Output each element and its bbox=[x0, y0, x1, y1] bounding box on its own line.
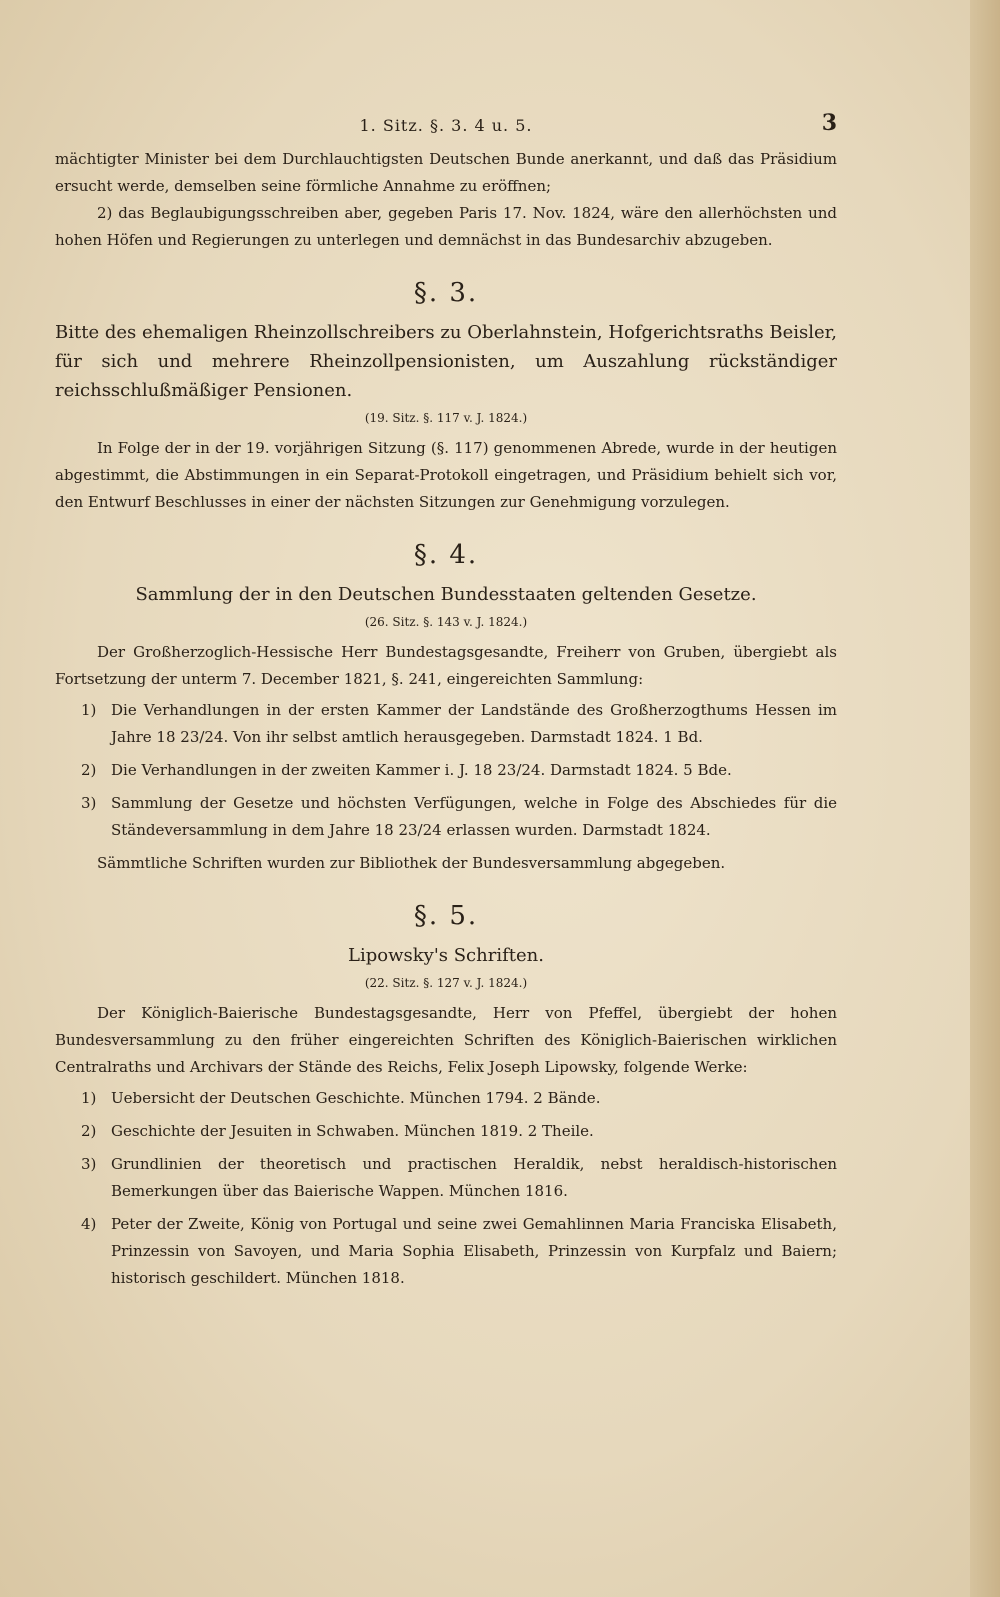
list-item-number: 2) bbox=[81, 1122, 97, 1140]
list-item-number: 1) bbox=[81, 1089, 97, 1107]
page-number: 3 bbox=[821, 110, 837, 136]
section-3-body: In Folge der in der 19. vorjährigen Sitzung (§. 117) genommenen Abrede, wurde in der heutigen abgestimmt, die Abstimmungen in ein Separat-Protokoll eingetragen, und Präsidium behielt sich vor, den Entwurf Beschlusses in einer der nächsten Sitzungen zur Genehmigung vorzulegen. bbox=[55, 439, 837, 511]
list-item-text: Die Verhandlungen in der ersten Kammer der Landstände des Großherzogthums Hessen im Jahre 18 23/24. Von ihr selbst amtlich herausgegeben. Darmstadt 1824. 1 Bd. bbox=[111, 701, 837, 746]
list-item-number: 3) bbox=[81, 794, 97, 812]
section-5-intro: Der Königlich-Baierische Bundestagsgesandte, Herr von Pfeffel, übergiebt der hohen Bundesversammlung zu den früher eingereichten Schriften des Königlich-Baierischen wirklichen Centralraths und Archivars der Stände des Reichs, Felix Joseph Lipowsky, folgende Werke: bbox=[55, 1004, 837, 1076]
list-item bbox=[55, 1151, 837, 1205]
list-item bbox=[55, 790, 837, 844]
list-item-text: Geschichte der Jesuiten in Schwaben. München 1819. 2 Theile. bbox=[111, 1122, 594, 1140]
intro-paragraph: mächtigter Minister bei dem Durchlauchtigsten Deutschen Bunde anerkannt, und daß das Präsidium ersucht werde, demselben seine förmliche Annahme zu eröffnen; bbox=[55, 150, 837, 195]
section-4-subject: Sammlung der in den Deutschen Bundesstaaten geltenden Gesetze. bbox=[135, 584, 757, 605]
section-5-reference: (22. Sitz. §. 127 v. J. 1824.) bbox=[364, 976, 528, 990]
section-5-list bbox=[55, 1085, 837, 1292]
page-gutter bbox=[970, 0, 1000, 1597]
page-content bbox=[55, 112, 837, 1298]
section-4-list bbox=[55, 697, 837, 844]
intro-paragraph-2: 2) das Beglaubigungsschreiben aber, gegeben Paris 17. Nov. 1824, wäre den allerhöchsten und hohen Höfen und Regierungen zu unterlegen und demnächst in das Bundesarchiv abzugeben. bbox=[55, 204, 837, 249]
list-item bbox=[55, 1211, 837, 1292]
list-item bbox=[55, 1118, 837, 1145]
list-item-text: Sammlung der Gesetze und höchsten Verfügungen, welche in Folge des Abschiedes für die Ständeversammlung in dem Jahre 18 23/24 erlassen wurden. Darmstadt 1824. bbox=[111, 794, 837, 839]
list-item-number: 2) bbox=[81, 761, 97, 779]
list-item bbox=[55, 757, 837, 784]
section-4-closing: Sämmtliche Schriften wurden zur Bibliothek der Bundesversammlung abgegeben. bbox=[97, 854, 726, 872]
list-item-text: Grundlinien der theoretisch und practischen Heraldik, nebst heraldisch-historischen Bemerkungen über das Baierische Wappen. München 1816. bbox=[111, 1155, 837, 1200]
section-4-reference: (26. Sitz. §. 143 v. J. 1824.) bbox=[364, 615, 528, 629]
list-item bbox=[55, 697, 837, 751]
section-5-heading: §. 5. bbox=[413, 901, 479, 931]
section-3-subject: Bitte des ehemaligen Rheinzollschreibers zu Oberlahnstein, Hofgerichtsraths Beisler, für sich und mehrere Rheinzollpensionisten, um Auszahlung rückständiger reichsschlußmäßiger Pensionen. bbox=[55, 322, 837, 401]
list-item-number: 4) bbox=[81, 1215, 97, 1233]
section-4-intro: Der Großherzoglich-Hessische Herr Bundestagsgesandte, Freiherr von Gruben, übergiebt als Fortsetzung der unterm 7. December 1821, §. 241, eingereichten Sammlung: bbox=[55, 643, 837, 688]
section-5-subject: Lipowsky's Schriften. bbox=[348, 945, 544, 966]
list-item bbox=[55, 1085, 837, 1112]
page-header bbox=[55, 112, 837, 140]
list-item-text: Uebersicht der Deutschen Geschichte. München 1794. 2 Bände. bbox=[111, 1089, 601, 1107]
section-3-reference: (19. Sitz. §. 117 v. J. 1824.) bbox=[364, 411, 528, 425]
list-item-number: 3) bbox=[81, 1155, 97, 1173]
list-item-text: Peter der Zweite, König von Portugal und seine zwei Gemahlinnen Maria Franciska Elisabeth, Prinzessin von Savoyen, und Maria Sophia Elisabeth, Prinzessin von Kurpfalz und Baiern; historisch geschildert. München 1818. bbox=[111, 1215, 837, 1287]
section-3-heading: §. 3. bbox=[413, 278, 479, 308]
list-item-text: Die Verhandlungen in der zweiten Kammer i. J. 18 23/24. Darmstadt 1824. 5 Bde. bbox=[111, 761, 732, 779]
section-4-heading: §. 4. bbox=[413, 540, 479, 570]
list-item-number: 1) bbox=[81, 701, 97, 719]
running-title: 1. Sitz. §. 3. 4 u. 5. bbox=[359, 116, 533, 135]
